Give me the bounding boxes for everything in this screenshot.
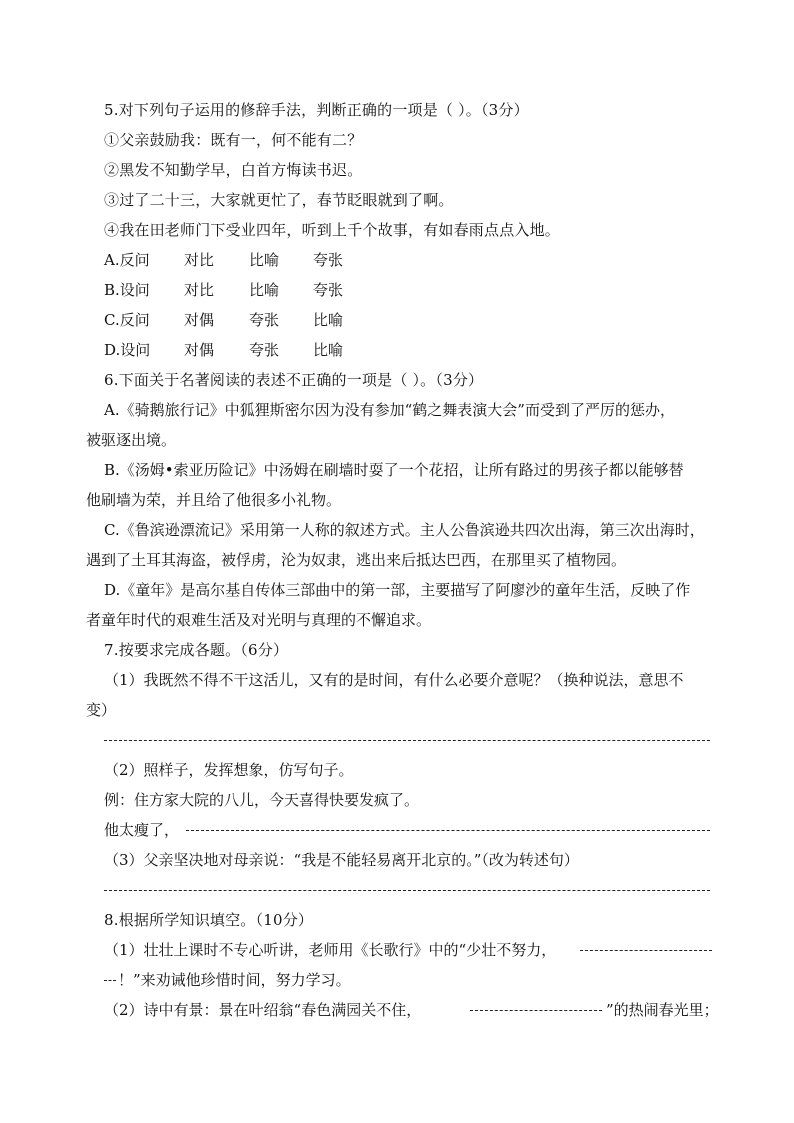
q7-part1-answer-blank[interactable] <box>104 740 710 741</box>
option-term: 对偶 <box>184 341 215 359</box>
option-term: 对比 <box>184 251 215 269</box>
q6-option-a-line2: 被驱逐出境。 <box>86 431 177 449</box>
q5-sentence-1: ①父亲鼓励我：既有一，何不能有二？ <box>104 131 363 149</box>
q8-part1-answer-blank[interactable] <box>580 950 712 951</box>
option-letter: C.反问 <box>104 311 150 329</box>
option-letter: B.设问 <box>104 281 150 299</box>
q5-stem: 5.对下列句子运用的修辞手法，判断正确的一项是（ ）。（3分） <box>104 101 529 119</box>
q5-sentence-4: ④我在田老师门下受业四年，听到上千个故事，有如春雨点点入地。 <box>104 221 561 239</box>
q6-option-b-line2: 他刷墙为荣，并且给了他很多小礼物。 <box>86 491 342 509</box>
q8-part2-prefix: （2）诗中有景：景在叶绍翁“春色满园关不住， <box>104 1001 422 1019</box>
q5-sentence-3: ③过了二十三，大家就更忙了，春节眨眼就到了啊。 <box>104 191 454 209</box>
q5-sentence-2: ②黑发不知勤学早，白首方悔读书迟。 <box>104 161 363 179</box>
q7-part3-answer-blank[interactable] <box>104 890 710 891</box>
option-letter: A.反问 <box>104 251 150 269</box>
option-term: 夸张 <box>313 251 344 269</box>
q5-option-a[interactable] <box>104 250 343 270</box>
q7-part1-line1: （1）我既然不得不干这活儿，又有的是时间，有什么必要介意呢？（换种说法，意思不 <box>104 671 684 689</box>
option-term: 比喻 <box>249 251 280 269</box>
q8-part1-line1: （1）壮壮上课时不专心听讲，老师用《长歌行》中的“少壮不努力， <box>104 941 557 959</box>
option-letter: D.设问 <box>104 341 151 359</box>
q8-part1-answer-blank-cont[interactable] <box>104 980 116 981</box>
q5-option-d[interactable] <box>104 340 343 360</box>
option-term: 比喻 <box>313 311 344 329</box>
q7-part3: （3）父亲坚决地对母亲说：“我是不能轻易离开北京的。”（改为转述句） <box>104 851 579 869</box>
q8-part2-suffix: ”的热闹春光里； <box>606 1001 719 1019</box>
q8-part1-line2: ！”来劝诫他珍惜时间，努力学习。 <box>118 971 351 989</box>
option-term: 比喻 <box>313 341 344 359</box>
option-term: 对比 <box>184 281 215 299</box>
option-term: 夸张 <box>249 311 280 329</box>
option-term: 夸张 <box>249 341 280 359</box>
q7-part1-line2: 变） <box>86 701 117 719</box>
q5-option-b[interactable] <box>104 280 343 300</box>
q6-option-d-line1[interactable]: D.《童年》是高尔基自传体三部曲中的第一部，主要描写了阿廖沙的童年生活，反映了作 <box>104 581 691 599</box>
option-term: 对偶 <box>184 311 215 329</box>
q7-part2-answer-blank[interactable] <box>186 830 710 831</box>
q7-example: 例：住方家大院的八儿，今天喜得快要发疯了。 <box>104 791 420 809</box>
q8-stem: 8.根据所学知识填空。（10分） <box>104 911 314 929</box>
q6-option-a-line1[interactable]: A.《骑鹅旅行记》中狐狸斯密尔因为没有参加“鹤之舞表演大会”而受到了严厉的惩办， <box>104 401 675 419</box>
q6-stem: 6.下面关于名著阅读的表述不正确的一项是（ ）。（3分） <box>104 371 484 389</box>
q6-option-c-line2: 遇到了土耳其海盗，被俘虏，沦为奴隶，逃出来后抵达巴西，在那里买了植物园。 <box>86 551 627 569</box>
q6-option-d-line2: 者童年时代的艰难生活及对光明与真理的不懈追求。 <box>86 611 432 629</box>
q5-option-c[interactable] <box>104 310 343 330</box>
q6-option-c-line1[interactable]: C.《鲁滨逊漂流记》采用第一人称的叙述方式。主人公鲁滨逊共四次出海，第三次出海时， <box>104 521 705 539</box>
q6-option-b-line1[interactable]: B.《汤姆•索亚历险记》中汤姆在刷墙时耍了一个花招，让所有路过的男孩子都以能够替 <box>104 461 684 479</box>
q7-imitate-prompt: 他太瘦了， <box>104 821 180 839</box>
q7-part2: （2）照样子，发挥想象，仿写句子。 <box>104 761 354 779</box>
option-term: 夸张 <box>313 281 344 299</box>
q7-stem: 7.按要求完成各题。（6分） <box>104 641 289 659</box>
q8-part2-answer-blank[interactable] <box>470 1010 602 1011</box>
option-term: 比喻 <box>249 281 280 299</box>
